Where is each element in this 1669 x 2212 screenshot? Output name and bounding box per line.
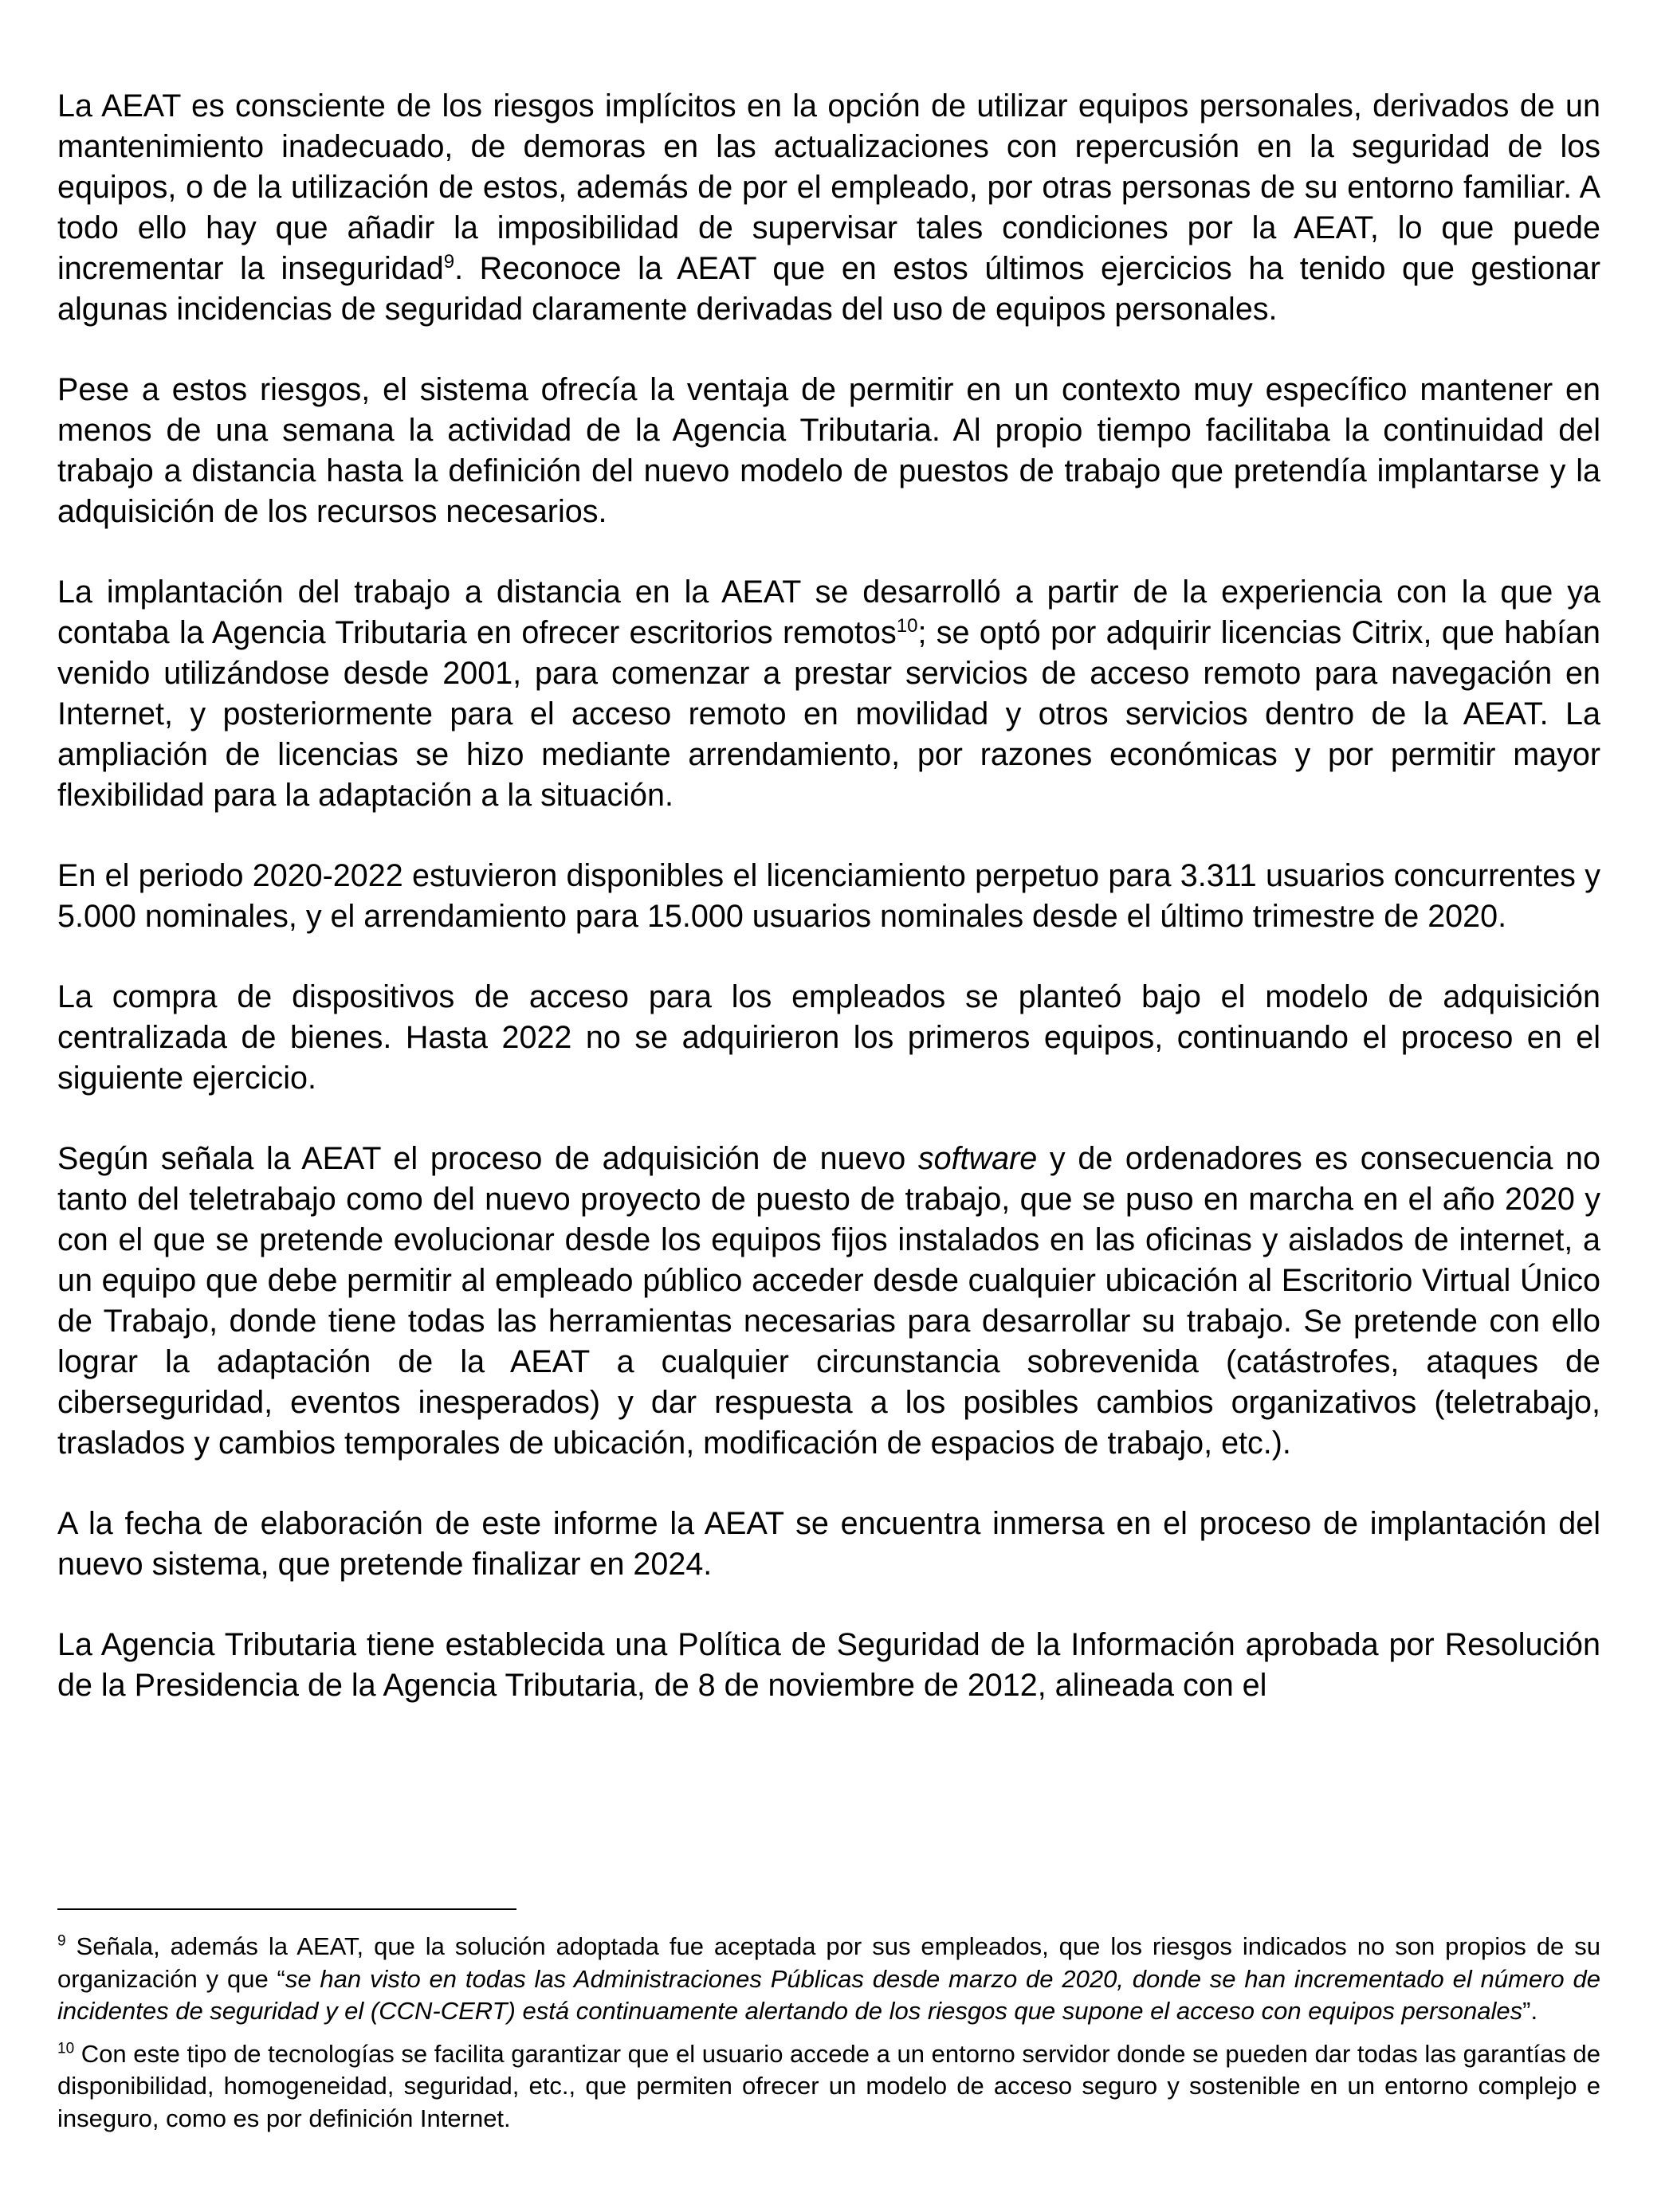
paragraph-3-text-b: ; se optó por adquirir licencias Citrix, que habían venido utilizándose desde 2001, para comenzar a prestar servicios de acceso remoto para navegación en Internet, y posteriormente para el acceso remoto en movilidad y otros servicios dentro de la AEAT. La ampliación de licencias se hizo mediante arrendamiento, por razones económicas y por permitir mayor flexibilidad para la adaptación a la situación.: [57, 615, 1600, 813]
footnote-10-text: Con este tipo de tecnologías se facilita garantizar que el usuario accede a un entorno servidor donde se pueden dar todas las garantías de disponibilidad, homogeneidad, seguridad, etc., que permiten ofrecer un modelo de acceso seguro y sostenible en un entorno complejo e inseguro, como es por definición Internet.: [57, 2039, 1600, 2132]
footnote-9: [57, 1931, 1600, 2028]
paragraph-2: Pese a estos riesgos, el sistema ofrecía la ventaja de permitir en un contexto muy específico mantener en menos de una semana la actividad de la Agencia Tributaria. Al propio tiempo facilitaba la continuidad del trabajo a distancia hasta la definición del nuevo modelo de puestos de trabajo que pretendía implantarse y la adquisición de los recursos necesarios.: [57, 372, 1600, 529]
paragraph-6: [57, 1139, 1600, 1464]
paragraph-1-text-b: . Reconoce la AEAT que en estos últimos ejercicios ha tenido que gestionar algunas incidencias de seguridad claramente derivadas del uso de equipos personales.: [57, 251, 1600, 327]
footnotes: [57, 1931, 1600, 2145]
footnote-separator: [57, 1908, 516, 1910]
paragraph-1: [57, 86, 1600, 330]
footnote-9-quote: se han visto en todas las Administraciones Públicas desde marzo de 2020, donde se han incrementado el número de incidentes de seguridad y el (CCN-CERT) está continuamente alertando de los riesgos que supone el acceso con equipos personales: [57, 1964, 1600, 2025]
footnote-9-text-b: ”.: [1522, 1997, 1538, 2025]
paragraph-6-text-a: Según señala la AEAT el proceso de adquisición de nuevo: [57, 1141, 918, 1176]
document-body: [57, 86, 1600, 1706]
paragraph-6-italic-term: software: [917, 1141, 1038, 1176]
paragraph-8: La Agencia Tributaria tiene establecida una Política de Seguridad de la Información aprobada por Resolución de la Presidencia de la Agencia Tributaria, de 8 de noviembre de 2012, alineada con el: [57, 1627, 1600, 1703]
footnote-10: [57, 2038, 1600, 2136]
paragraph-3: [57, 572, 1600, 816]
paragraph-3-text-a: La implantación del trabajo a distancia en la AEAT se desarrolló a partir de la experiencia con la que ya contaba la Agencia Tributaria en ofrecer escritorios remotos: [57, 575, 1600, 650]
paragraph-7: A la fecha de elaboración de este informe la AEAT se encuentra inmersa en el proceso de implantación del nuevo sistema, que pretende finalizar en 2024.: [57, 1506, 1600, 1582]
paragraph-6-text-b: y de ordenadores es consecuencia no tanto del teletrabajo como del nuevo proyecto de puesto de trabajo, que se puso en marcha en el año 2020 y con el que se pretende evolucionar desde los equipos fijos instalados en las oficinas y aislados de internet, a un equipo que debe permitir al empleado público acceder desde cualquier ubicación al Escritorio Virtual Único de Trabajo, donde tiene todas las herramientas necesarias para desarrollar su trabajo. Se pretende con ello lograr la adaptación de la AEAT a cualquier circunstancia sobrevenida (catástrofes, ataques de ciberseguridad, eventos inesperados) y dar respuesta a los posibles cambios organizativos (teletrabajo, traslados y cambios temporales de ubicación, modificación de espacios de trabajo, etc.).: [57, 1141, 1600, 1461]
footnote-ref-9[interactable]: 9: [443, 250, 455, 273]
paragraph-1-text-a: La AEAT es consciente de los riesgos implícitos en la opción de utilizar equipos personales, derivados de un mantenimiento inadecuado, de demoras en las actualizaciones con repercusión en la seguridad de los equipos, o de la utilización de estos, además de por el empleado, por otras personas de su entorno familiar. A todo ello hay que añadir la imposibilidad de supervisar tales condiciones por la AEAT, lo que puede incrementar la inseguridad: [57, 88, 1600, 286]
paragraph-5: La compra de dispositivos de acceso para los empleados se planteó bajo el modelo de adquisición centralizada de bienes. Hasta 2022 no se adquirieron los primeros equipos, continuando el proceso en el siguiente ejercicio.: [57, 979, 1600, 1096]
paragraph-4: En el periodo 2020-2022 estuvieron disponibles el licenciamiento perpetuo para 3.311 usuarios concurrentes y 5.000 nominales, y el arrendamiento para 15.000 usuarios nominales desde el último trimestre de 2020.: [57, 858, 1600, 934]
footnote-9-number: 9: [57, 1932, 66, 1950]
footnote-10-number: 10: [57, 2040, 75, 2057]
footnote-9-text-a: Señala, además la AEAT, que la solución adoptada fue aceptada por sus empleados, que los riesgos indicados no son propios de su organización y que “: [57, 1932, 1600, 1993]
footnote-ref-10[interactable]: 10: [896, 614, 918, 637]
